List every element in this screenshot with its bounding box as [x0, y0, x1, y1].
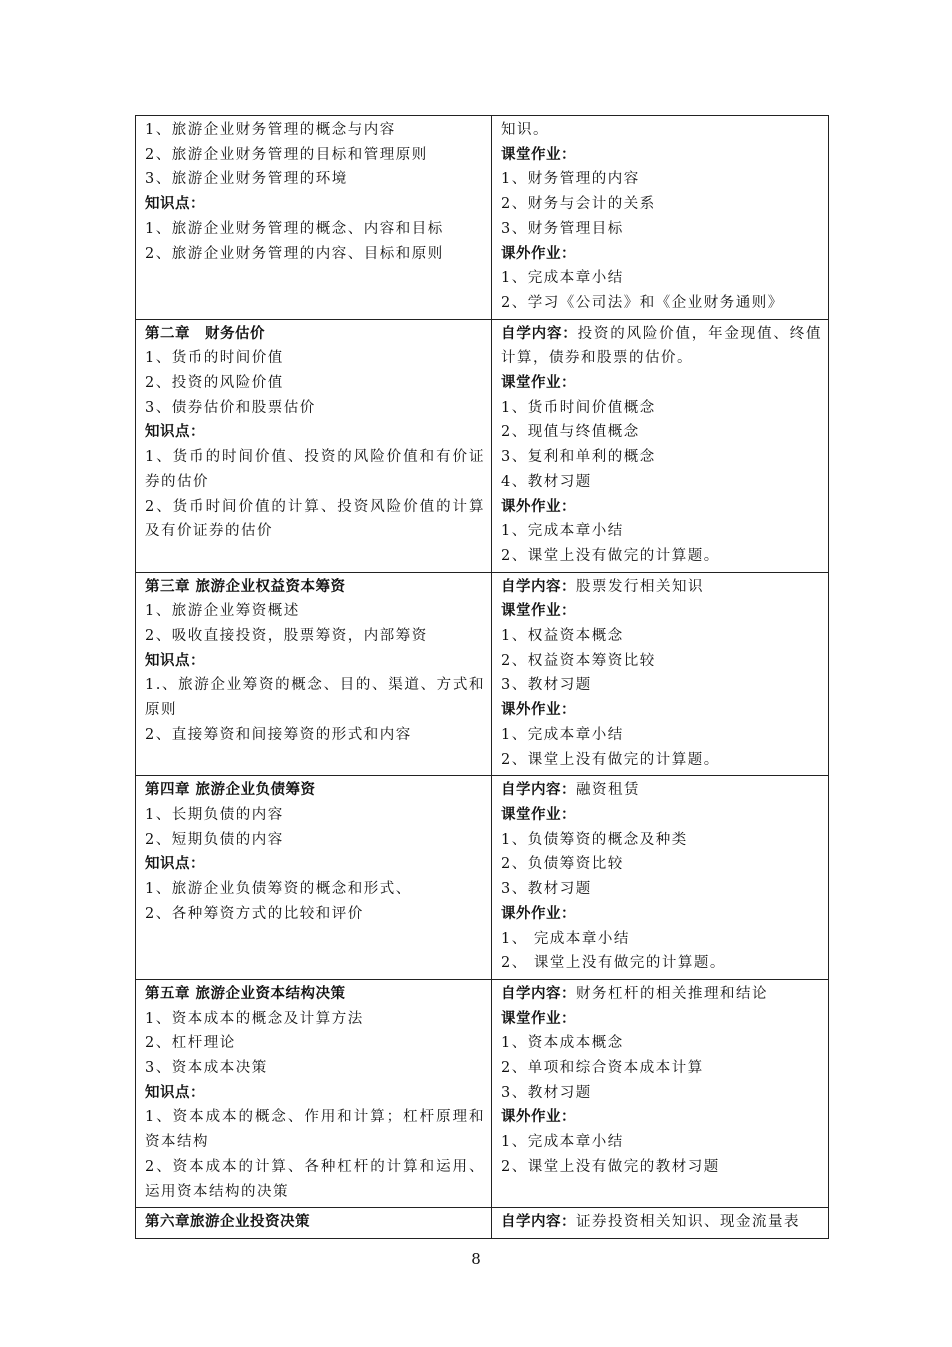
homework-line: 2、学习《公司法》和《企业财务通则》: [501, 294, 784, 311]
knowledge-point-line: 2、各种筹资方式的比较和评价: [145, 905, 364, 922]
classwork-line: 2、权益资本筹资比较: [501, 652, 656, 669]
knowledge-point-line: 1、资本成本的概念、作用和计算；杠杆原理和资本结构: [145, 1109, 485, 1151]
knowledge-point-line: 2、旅游企业财务管理的内容、目标和原则: [145, 245, 444, 262]
knowledge-point-line: 1、旅游企业负债筹资的概念和形式、: [145, 881, 412, 898]
chapter-title: 第二章 财务估价: [145, 324, 265, 342]
self-study-text: 投资的风险价值，年金现值、终值计算，债券和股票的估价。: [501, 325, 823, 367]
homework-line: 2、课堂上没有做完的教材习题: [501, 1158, 720, 1175]
topic-line: 3、债券估价和股票估价: [145, 399, 316, 416]
chapter-title: 第三章 旅游企业权益资本筹资: [145, 577, 346, 595]
topic-line: 2、投资的风险价值: [145, 375, 284, 392]
topic-line: 2、短期负债的内容: [145, 831, 284, 848]
topic-line: 1、货币的时间价值: [145, 350, 284, 367]
knowledge-point-line: 1、旅游企业财务管理的概念、内容和目标: [145, 220, 444, 237]
chapter-content-cell: [136, 116, 492, 320]
topic-line: 3、资本成本决策: [145, 1060, 268, 1077]
self-study-text: 财务杠杆的相关推理和结论: [576, 985, 768, 1002]
classwork-line: 3、财务管理目标: [501, 220, 624, 237]
classwork-line: 3、教材习题: [501, 677, 592, 694]
self-study-text: 融资租赁: [576, 782, 640, 799]
classwork-line: 3、复利和单利的概念: [501, 449, 656, 466]
homework-line: 1、 完成本章小结: [501, 930, 630, 947]
homework-label: 课外作业：: [501, 904, 576, 922]
homework-line: 1、完成本章小结: [501, 270, 624, 287]
chapter-title: 第五章 旅游企业资本结构决策: [145, 984, 346, 1002]
knowledge-point-line: 2、货币时间价值的计算、投资风险价值的计算及有价证券的估价: [145, 498, 485, 540]
homework-label: 课外作业：: [501, 1108, 576, 1126]
classwork-line: 1、负债筹资的概念及种类: [501, 831, 688, 848]
assignment-cell: [492, 1208, 829, 1239]
classwork-line: 2、单项和综合资本成本计算: [501, 1060, 704, 1077]
classwork-line: 4、教材习题: [501, 473, 592, 490]
self-study-text: 证券投资相关知识、现金流量表: [576, 1214, 800, 1231]
assignment-cell: [492, 776, 829, 980]
self-study: [501, 778, 822, 803]
self-study: [501, 1210, 822, 1235]
knowledge-points-label: 知识点：: [145, 423, 205, 441]
topic-line: 1、长期负债的内容: [145, 806, 284, 823]
homework-line: 1、完成本章小结: [501, 1134, 624, 1151]
classwork-line: 2、负债筹资比较: [501, 856, 624, 873]
knowledge-point-line: 2、直接筹资和间接筹资的形式和内容: [145, 726, 412, 743]
knowledge-point-line: 2、资本成本的计算、各种杠杆的计算和运用、运用资本结构的决策: [145, 1158, 485, 1200]
self-study-label: 自学内容：: [501, 324, 578, 342]
classwork-label: 课堂作业：: [501, 374, 576, 392]
self-study-label: 自学内容：: [501, 577, 576, 595]
classwork-line: 3、教材习题: [501, 881, 592, 898]
self-study-continuation: 知识。: [501, 122, 549, 138]
classwork-line: 3、教材习题: [501, 1084, 592, 1101]
classwork-label: 课堂作业：: [501, 1009, 576, 1027]
chapter-content-cell: [136, 776, 492, 980]
topic-line: 2、旅游企业财务管理的目标和管理原则: [145, 146, 428, 163]
table-row: [136, 1208, 829, 1239]
knowledge-points-label: 知识点：: [145, 1083, 205, 1101]
table-row: [136, 979, 829, 1207]
assignment-cell: [492, 116, 829, 320]
page-number: 8: [471, 1250, 481, 1268]
homework-label: 课外作业：: [501, 497, 576, 515]
knowledge-point-line: 1.、旅游企业筹资的概念、目的、渠道、方式和原则: [145, 677, 485, 719]
topic-line: 2、吸收直接投资，股票筹资，内部筹资: [145, 628, 428, 645]
homework-label: 课外作业：: [501, 244, 576, 262]
self-study-label: 自学内容：: [501, 781, 576, 799]
chapter-title: 第六章旅游企业投资决策: [145, 1213, 310, 1231]
homework-line: 2、课堂上没有做完的计算题。: [501, 547, 720, 564]
assignment-cell: [492, 319, 829, 572]
homework-label: 课外作业：: [501, 701, 576, 719]
topic-line: 2、杠杆理论: [145, 1035, 236, 1052]
topic-line: 1、旅游企业财务管理的概念与内容: [145, 122, 396, 138]
chapter-content-cell: [136, 979, 492, 1207]
classwork-label: 课堂作业：: [501, 145, 576, 163]
table-row: [136, 116, 829, 320]
self-study: [501, 322, 822, 371]
chapter-content-cell: [136, 572, 492, 776]
topic-line: 3、旅游企业财务管理的环境: [145, 171, 348, 188]
table-row: [136, 572, 829, 776]
classwork-label: 课堂作业：: [501, 805, 576, 823]
knowledge-points-label: 知识点：: [145, 195, 205, 213]
knowledge-points-label: 知识点：: [145, 651, 205, 669]
classwork-line: 2、现值与终值概念: [501, 424, 640, 441]
chapter-content-cell: [136, 319, 492, 572]
self-study-label: 自学内容：: [501, 984, 576, 1002]
self-study-text: 股票发行相关知识: [576, 578, 704, 595]
topic-line: 1、资本成本的概念及计算方法: [145, 1010, 364, 1027]
chapter-content-cell: [136, 1208, 492, 1239]
chapter-title: 第四章 旅游企业负债筹资: [145, 781, 316, 799]
classwork-line: 1、权益资本概念: [501, 628, 624, 645]
assignment-cell: [492, 572, 829, 776]
homework-line: 1、完成本章小结: [501, 726, 624, 743]
homework-line: 2、 课堂上没有做完的计算题。: [501, 955, 726, 972]
knowledge-points-label: 知识点：: [145, 855, 205, 873]
self-study-label: 自学内容：: [501, 1213, 576, 1231]
assignment-cell: [492, 979, 829, 1207]
classwork-label: 课堂作业：: [501, 602, 576, 620]
table-row: [136, 776, 829, 980]
homework-line: 1、完成本章小结: [501, 523, 624, 540]
knowledge-point-line: 1、货币的时间价值、投资的风险价值和有价证券的估价: [145, 449, 485, 490]
classwork-line: 2、财务与会计的关系: [501, 196, 656, 213]
self-study: [501, 575, 822, 600]
classwork-line: 1、财务管理的内容: [501, 171, 640, 188]
classwork-line: 1、资本成本概念: [501, 1035, 624, 1052]
self-study: [501, 982, 822, 1007]
classwork-line: 1、货币时间价值概念: [501, 399, 656, 416]
syllabus-table: [135, 115, 829, 1239]
homework-line: 2、课堂上没有做完的计算题。: [501, 751, 720, 768]
table-row: [136, 319, 829, 572]
topic-line: 1、旅游企业筹资概述: [145, 603, 300, 620]
